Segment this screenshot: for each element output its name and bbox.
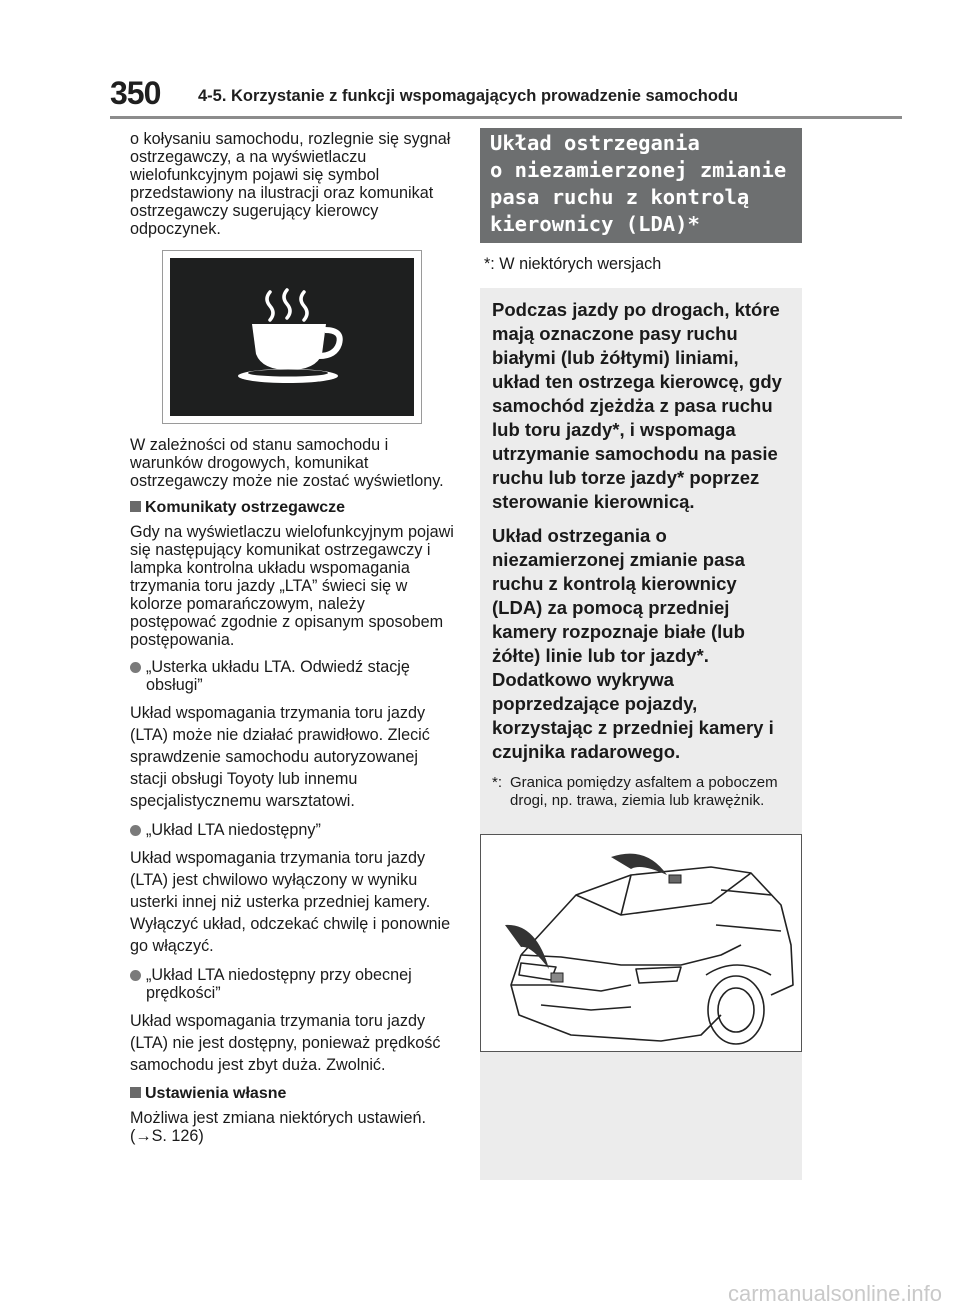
availability-note: W zależności od stanu samochodu i warunków drogowych, komunikat ostrzegawczy może nie zostać wyświetlony. (130, 436, 444, 490)
left-column (130, 130, 455, 1154)
footnote (492, 774, 790, 810)
circle-bullet-icon (130, 662, 141, 673)
version-note: *: W niektórych wersjach (484, 255, 662, 273)
footnote-marker: *: (492, 774, 503, 791)
warning-messages-intro: Gdy na wyświetlaczu wielofunkcyjnym pojawi się następujący komunikat ostrzegawczy i lampka kontrolna układu wspomagania trzymania toru jazdy „LTA” świeci się w kolorze pomarańczowym, należy postępować zgodnie z opisanym sposobem postępowania. (130, 523, 454, 649)
footnote-text: Granica pomiędzy asfaltem a poboczem drogi, np. trawa, ziemia lub krawężnik. (510, 774, 778, 809)
bullet-item: „Usterka układu LTA. Odwiedź stację obsługi” (130, 658, 455, 694)
section-title-line: Układ ostrzegania (490, 131, 700, 155)
intro-paragraph: o kołysaniu samochodu, rozlegnie się sygnał ostrzegawczy, a na wyświetlaczu wielofunkcyjnym pojawi się symbol przedstawiony na ilustracji oraz komunikat ostrzegawczy sugerujący kierowcy odpoczynek. (130, 130, 451, 238)
coffee-cup-icon (170, 258, 414, 416)
header-rule (110, 116, 902, 119)
bullet-description: Układ wspomagania trzymania toru jazdy (LTA) jest chwilowo wyłączony w wyniku usterki innej niż usterka przedniej kamery. Wyłączyć układ, odczekać chwilę i ponownie go włączyć. (130, 849, 451, 955)
bullet-item: „Układ LTA niedostępny przy obecnej prędkości” (130, 966, 455, 1002)
section-title-box (480, 128, 802, 243)
square-bullet-icon (130, 1087, 141, 1098)
section-title-line: o niezamierzonej zmianie (490, 158, 787, 182)
car-sensor-figure (480, 834, 802, 1052)
right-column (480, 128, 802, 1180)
suv-illustration (481, 835, 801, 1051)
section-title-line: kierownicy (LDA)* (490, 212, 700, 236)
chapter-title: 4-5. Korzystanie z funkcji wspomagających prowadzenie samochodu (198, 87, 739, 105)
square-bullet-icon (130, 501, 141, 512)
section-warning-messages: Komunikaty ostrzegawcze (130, 499, 455, 517)
summary-box (480, 288, 802, 1180)
bullet-description: Układ wspomagania trzymania toru jazdy (LTA) może nie działać prawidłowo. Zlecić sprawdzenie samochodu autoryzowanej stacji obsługi Toyoty lub innemu specjalistycznemu warsztatowi. (130, 704, 430, 810)
watermark: carmanualsonline.info (727, 1281, 942, 1306)
section-custom-settings: Ustawienia własne (130, 1085, 455, 1103)
section-title-line: pasa ruchu z kontrolą (490, 185, 750, 209)
circle-bullet-icon (130, 970, 141, 981)
custom-settings-text: Możliwa jest zmiana niektórych ustawień. (→S. 126) (130, 1109, 426, 1145)
bullet-description: Układ wspomagania trzymania toru jazdy (LTA) nie jest dostępny, ponieważ prędkość samochodu jest zbyt duża. Zwolnić. (130, 1012, 441, 1074)
circle-bullet-icon (130, 825, 141, 836)
bullet-item: „Układ LTA niedostępny” (130, 821, 455, 839)
summary-paragraph: Podczas jazdy po drogach, które mają oznaczone pasy ruchu białymi (lub żółtymi) liniami, układ ten ostrzega kierowcę, gdy samochód zjeżdża z pasa ruchu lub toru jazdy*, i wspomaga utrzymanie samochodu na pasie ruchu lub torze jazdy* poprzez sterowanie kierownicą. (492, 299, 782, 512)
display-screen (170, 258, 414, 416)
page-header (110, 75, 902, 121)
coffee-cup-figure (162, 250, 422, 424)
summary-paragraph: Układ ostrzegania o niezamierzonej zmianie pasa ruchu z kontrolą kierownicy (LDA) za pomocą przedniej kamery rozpoznaje białe (lub żółte) linie lub tor jazdy*. Dodatkowo wykrywa poprzedzające pojazdy, korzystając z przedniej kamery i czujnika radarowego. (492, 525, 774, 762)
page-number: 350 (110, 75, 161, 111)
